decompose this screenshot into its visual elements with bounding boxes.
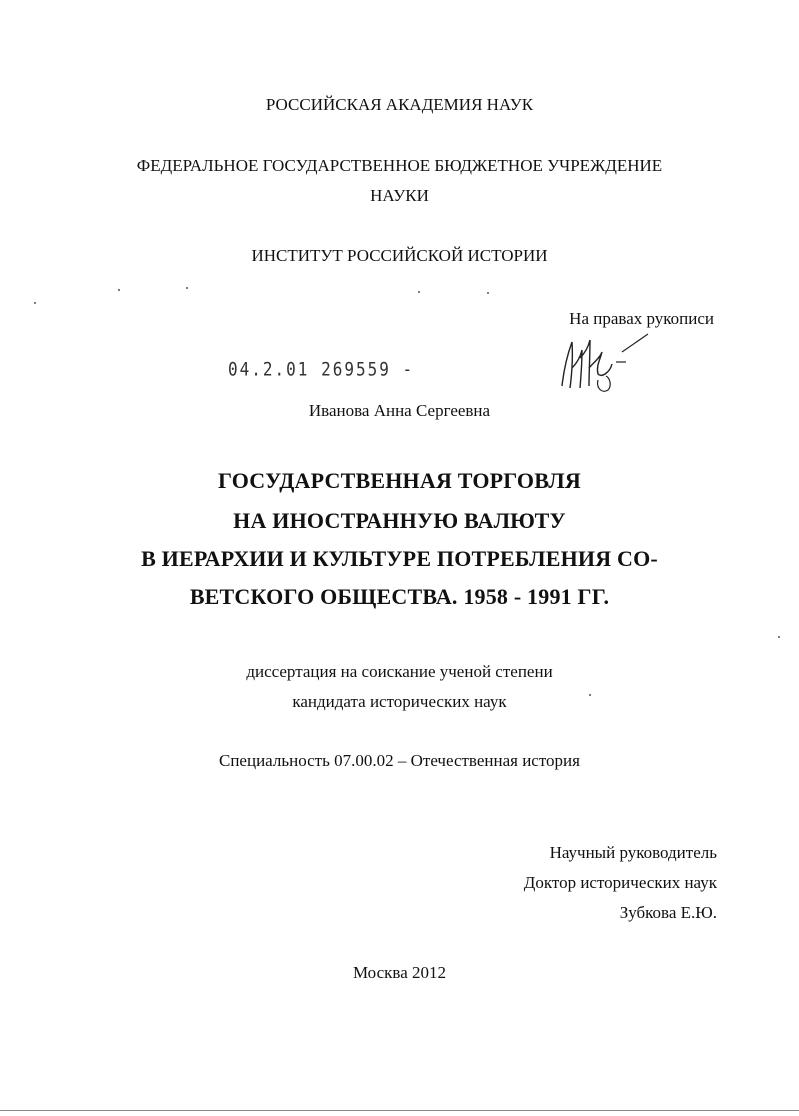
supervisor-degree: Доктор исторических наук xyxy=(523,873,717,892)
dissertation-title-line1: ГОСУДАРСТВЕННАЯ ТОРГОВЛЯ xyxy=(218,468,581,493)
specialty: Специальность 07.00.02 – Отечественная история xyxy=(219,751,580,770)
place-and-year: Москва 2012 xyxy=(352,963,447,982)
institution-name-line2: НАУКИ xyxy=(370,186,429,205)
dissertation-title-line4: ВЕТСКОГО ОБЩЕСТВА. 1958 - 1991 ГГ. xyxy=(189,584,610,609)
scan-speck xyxy=(186,287,188,289)
scan-speck xyxy=(418,291,420,293)
author-name: Иванова Анна Сергеевна xyxy=(308,401,491,420)
scan-speck xyxy=(589,694,591,696)
scan-speck xyxy=(487,292,489,294)
degree-line1: диссертация на соискание ученой степени xyxy=(246,662,553,681)
scan-speck xyxy=(34,302,36,304)
academy-name: РОССИЙСКАЯ АКАДЕМИЯ НАУК xyxy=(265,95,534,114)
degree-line2: кандидата исторических наук xyxy=(292,692,507,711)
supervisor-role: Научный руководитель xyxy=(549,843,717,862)
scan-speck xyxy=(778,636,780,638)
archive-stamp-number: 04.2.01 269559 - xyxy=(228,358,415,380)
scan-speck xyxy=(118,289,120,291)
scan-edge-line xyxy=(0,1110,799,1111)
dissertation-title-line3: В ИЕРАРХИИ И КУЛЬТУРЕ ПОТРЕБЛЕНИЯ СО- xyxy=(141,546,658,571)
institute-name: ИНСТИТУТ РОССИЙСКОЙ ИСТОРИИ xyxy=(251,246,548,265)
handwritten-signature xyxy=(556,328,651,398)
dissertation-title-line2: НА ИНОСТРАННУЮ ВАЛЮТУ xyxy=(233,508,566,533)
manuscript-note: На правах рукописи xyxy=(569,309,714,328)
institution-name-line1: ФЕДЕРАЛЬНОЕ ГОСУДАРСТВЕННОЕ БЮДЖЕТНОЕ УЧРЕЖДЕНИЕ xyxy=(136,156,663,175)
supervisor-name: Зубкова Е.Ю. xyxy=(619,903,717,922)
